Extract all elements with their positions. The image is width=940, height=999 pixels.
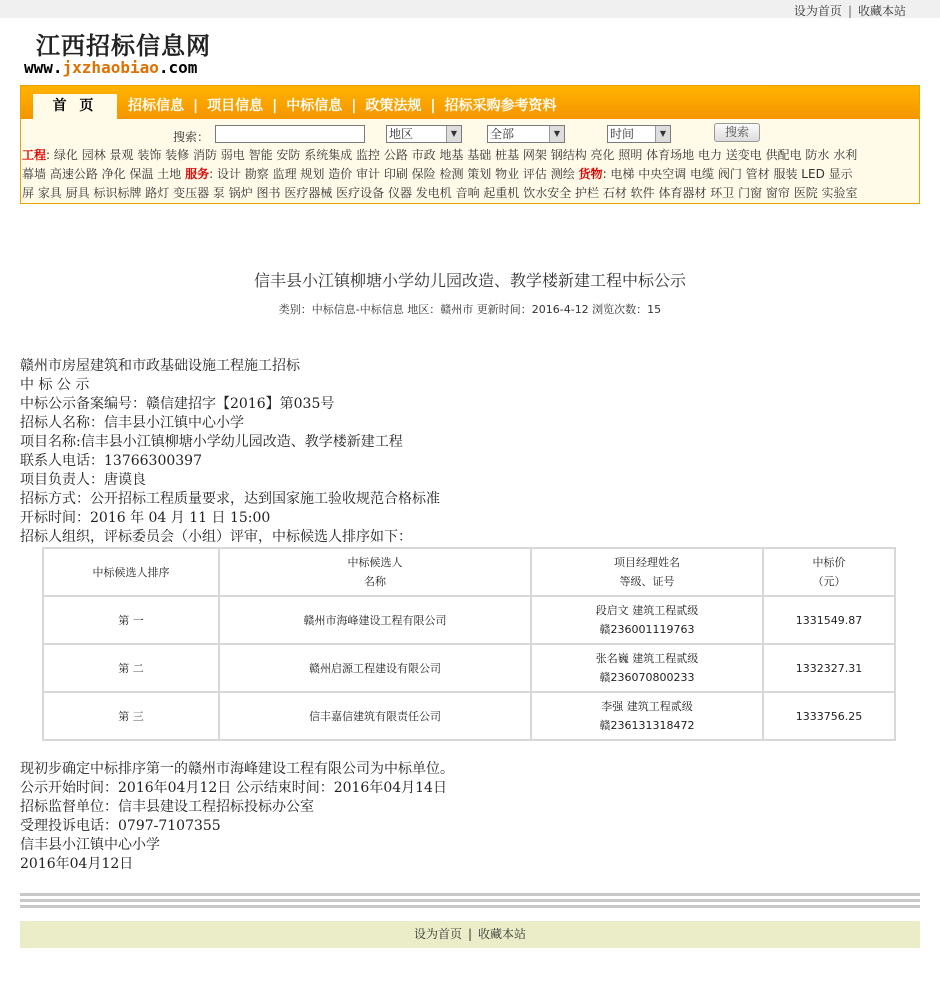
- footer: [20, 921, 920, 948]
- footer-divider: [20, 893, 920, 911]
- candidates-table: [42, 547, 896, 741]
- table-header-line: （元）: [812, 575, 846, 588]
- category-head-engineering: 工程: [22, 148, 47, 162]
- body-line: 赣州市房屋建筑和市政基础设施工程施工招标: [20, 358, 300, 374]
- manager-name: 段启文 建筑工程贰级: [595, 604, 699, 617]
- top-link-separator: |: [847, 4, 852, 18]
- table-row: [43, 644, 895, 692]
- manager-name: 李强 建筑工程贰级: [601, 700, 693, 713]
- logo-url-tld: .com: [158, 58, 198, 77]
- time-select[interactable]: [607, 125, 671, 143]
- top-bar: [0, 0, 940, 18]
- body-line: 开标时间：2016 年 04 月 11 日 15:00: [20, 510, 271, 526]
- nav-item-reference[interactable]: 招标采购参考资料: [444, 98, 557, 114]
- table-header-line: 名称: [364, 575, 386, 588]
- body-line: 项目名称:信丰县小江镇柳塘小学幼儿园改造、教学楼新建工程: [20, 434, 403, 450]
- chevron-down-icon: ▼: [549, 126, 564, 142]
- table-header-cell: 中标候选人排序: [43, 548, 219, 596]
- company-cell: 信丰嘉信建筑有限责任公司: [219, 692, 531, 740]
- body-line: 联系人电话：13766300397: [20, 453, 202, 469]
- chevron-down-icon: ▼: [446, 126, 461, 142]
- logo-url-www: www.: [24, 58, 63, 77]
- company-cell: 赣州启源工程建设有限公司: [219, 644, 531, 692]
- scope-select-value: 全部: [490, 127, 515, 141]
- category-head-service: 服务: [185, 167, 210, 181]
- manager-cert: 赣236131318472: [599, 719, 695, 732]
- nav-item-policy[interactable]: 政策法规: [365, 98, 422, 114]
- bookmark-link[interactable]: 收藏本站: [857, 4, 906, 18]
- site-logo[interactable]: [24, 26, 211, 77]
- body-line: 中标公示备案编号：赣信建招字【2016】第035号: [20, 396, 335, 412]
- region-select-value: 地区: [389, 127, 414, 141]
- manager-cert: 赣236070800233: [599, 671, 695, 684]
- price-cell: 1331549.87: [763, 596, 895, 644]
- manager-cell: [531, 644, 763, 692]
- table-header-row: [43, 548, 895, 596]
- tail-line: 现初步确定中标排序第一的赣州市海峰建设工程有限公司为中标单位。: [20, 761, 454, 777]
- rank-cell: 第 三: [43, 692, 219, 740]
- body-line: 中 标 公 示: [20, 377, 90, 393]
- navigation-box: [20, 85, 920, 204]
- logo-url-domain: jxzhaobiao: [62, 58, 159, 77]
- tail-line: 受理投诉电话：0797-7107355: [20, 818, 221, 834]
- article-tail: [20, 760, 454, 874]
- body-line: 招标人组织，评标委员会（小组）评审，中标候选人排序如下：: [20, 529, 412, 545]
- category-list-goods-2[interactable]: 屏 家具 厨具 标识标牌 路灯 变压器 泵 锅炉 图书 医疗器械 医疗设备 仪器 发电机 音响 起重机 饮水安全 护栏 石材 软件 体育器材 环卫 门窗 窗帘 医院 实验室: [22, 186, 858, 200]
- nav-item-bidding-info[interactable]: 招标信息: [128, 98, 184, 114]
- nav-items: [128, 95, 557, 115]
- table-header-line: 中标候选人: [347, 556, 403, 569]
- tail-line: 2016年04月12日: [20, 856, 134, 872]
- nav-item-award-info[interactable]: 中标信息: [286, 98, 343, 114]
- manager-cell: [531, 596, 763, 644]
- search-label: 搜索：: [173, 130, 210, 144]
- category-list-engineering[interactable]: : 绿化 园林 景观 装饰 装修 消防 弱电 智能 安防 系统集成 监控 公路 市政 地基 基础 桩基 网架 钢结构 亮化 照明 体育场地 电力 送变电 供配电 防水 水利: [46, 148, 858, 162]
- nav-separator: |: [193, 98, 199, 114]
- category-line-1: [22, 146, 918, 165]
- scope-select[interactable]: [487, 125, 565, 143]
- body-line: 招标人名称：信丰县小江镇中心小学: [20, 415, 244, 431]
- nav-item-project-info[interactable]: 项目信息: [207, 98, 264, 114]
- company-cell: 赣州市海峰建设工程有限公司: [219, 596, 531, 644]
- chevron-down-icon: ▼: [655, 126, 670, 142]
- rank-cell: 第 二: [43, 644, 219, 692]
- table-header-line: 中标价: [812, 556, 846, 569]
- manager-name: 张名巍 建筑工程贰级: [595, 652, 699, 665]
- category-line-3: [22, 184, 918, 203]
- article-meta: 类别：中标信息-中标信息 地区：赣州市 更新时间：2016-4-12 浏览次数：15: [278, 303, 662, 316]
- category-list-engineering-2[interactable]: 幕墙 高速公路 净化 保温 土地: [22, 167, 186, 181]
- nav-separator: |: [430, 98, 436, 114]
- category-head-goods: 货物: [578, 167, 603, 181]
- tail-line: 招标监督单位：信丰县建设工程招标投标办公室: [20, 799, 314, 815]
- tail-line: 公示开始时间：2016年04月12日 公示结束时间：2016年04月14日: [20, 780, 447, 796]
- body-line: 项目负责人：唐谟良: [20, 472, 146, 488]
- table-header-cell: [219, 548, 531, 596]
- category-list-service[interactable]: : 设计 勘察 监理 规划 造价 审计 印刷 保险 检测 策划 物业 评估 测绘: [209, 167, 579, 181]
- set-home-link[interactable]: 设为首页: [793, 4, 842, 18]
- table-header-cell: [531, 548, 763, 596]
- main-nav: [21, 86, 919, 119]
- search-row: [21, 124, 919, 146]
- top-links: [794, 2, 906, 19]
- category-line-2: [22, 165, 918, 184]
- nav-separator: |: [272, 98, 278, 114]
- logo-url: [24, 58, 197, 77]
- table-header-line: 项目经理姓名: [614, 556, 680, 569]
- search-input[interactable]: [215, 125, 365, 143]
- search-button[interactable]: 搜索: [714, 123, 760, 142]
- price-cell: 1333756.25: [763, 692, 895, 740]
- time-select-value: 时间: [610, 127, 635, 141]
- page-title: 信丰县小江镇柳塘小学幼儿园改造、教学楼新建工程中标公示: [253, 271, 686, 290]
- footer-bookmark-link[interactable]: 收藏本站: [478, 927, 527, 941]
- table-header-line: 等级、证号: [619, 575, 675, 588]
- nav-separator: |: [351, 98, 357, 114]
- rank-cell: 第 一: [43, 596, 219, 644]
- table-row: [43, 596, 895, 644]
- footer-separator: |: [467, 927, 473, 941]
- manager-cell: [531, 692, 763, 740]
- category-links: [22, 146, 918, 203]
- body-line: 招标方式：公开招标工程质量要求，达到国家施工验收规范合格标准: [20, 491, 440, 507]
- region-select[interactable]: [386, 125, 462, 143]
- manager-cert: 赣236001119763: [599, 623, 695, 636]
- category-list-goods[interactable]: : 电梯 中央空调 电缆 阀门 管材 服装 LED 显示: [602, 167, 853, 181]
- price-cell: 1332327.31: [763, 644, 895, 692]
- nav-home-tab[interactable]: 首 页: [33, 94, 117, 119]
- table-header-cell: [763, 548, 895, 596]
- logo-name: 江西招标信息网: [36, 32, 211, 60]
- table-row: [43, 692, 895, 740]
- footer-set-home-link[interactable]: 设为首页: [413, 927, 462, 941]
- tail-line: 信丰县小江镇中心小学: [20, 837, 160, 853]
- article-body: [20, 357, 440, 547]
